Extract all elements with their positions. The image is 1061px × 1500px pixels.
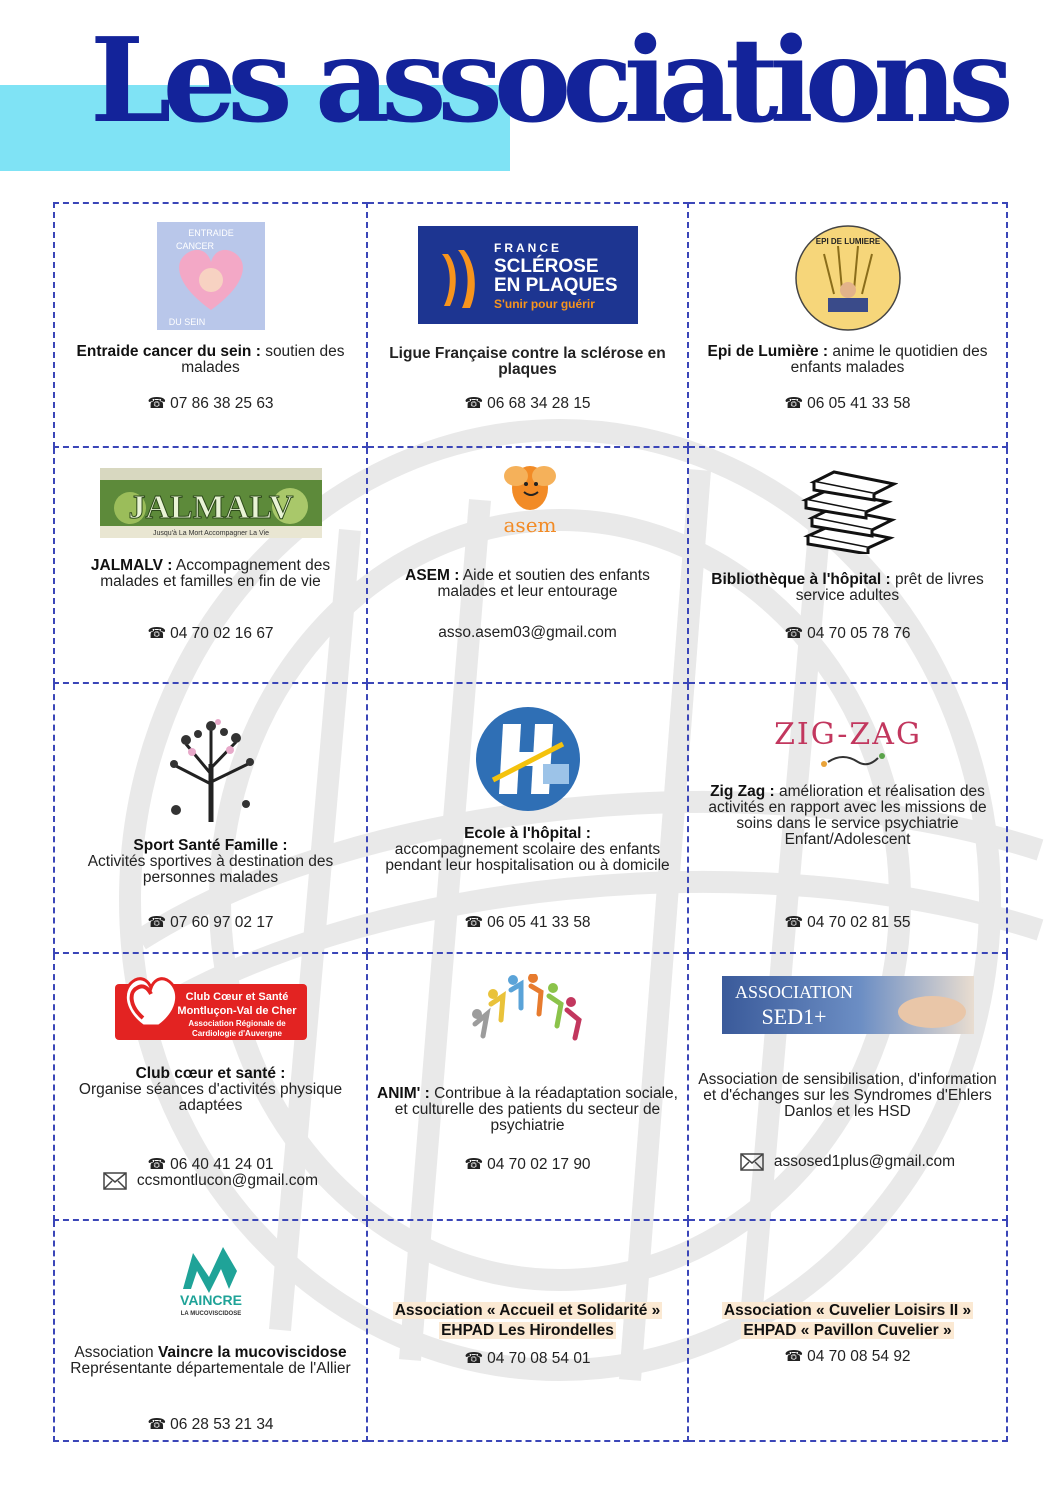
sclerose-logo-text-2: SCLÉROSE: [493, 256, 599, 277]
sport-sante-text: Activités sportives à destination des personnes malades: [87, 853, 334, 886]
cell-asem: [368, 448, 689, 684]
cuvelier-loisirs-name-1: Association « Cuvelier Loisirs II »: [723, 1302, 972, 1319]
club-coeur-phone-number: 06 40 41 24 01: [170, 1156, 274, 1173]
cell-entraide-cancer: [53, 202, 368, 448]
phone-icon: ☎: [147, 625, 167, 642]
zig-zag-phone: [689, 913, 1006, 932]
entraide-phone: [55, 394, 366, 413]
epi-logo-text: EPI DE LUMIERE: [815, 237, 880, 246]
accueil-solidarite-description: [393, 1301, 663, 1341]
phone-icon: ☎: [464, 914, 484, 931]
sclerose-logo-text-4: S'unir pour guérir: [493, 297, 595, 311]
jalmalv-logo: [100, 468, 322, 538]
phone-icon: ☎: [784, 395, 804, 412]
bibliotheque-phone-number: 04 70 05 78 76: [807, 625, 911, 642]
bibliotheque-description: [697, 572, 998, 604]
jalmalv-logo-text: JALMALV: [128, 489, 293, 526]
accueil-solidarite-name-1: Association « Accueil et Solidarité »: [394, 1302, 661, 1319]
epi-phone: [689, 394, 1006, 413]
cell-anim: [368, 954, 689, 1221]
club-logo-text-3: Association Régionale de: [187, 1019, 286, 1028]
jalmalv-name: JALMALV :: [90, 557, 173, 574]
epi-name: Epi de Lumière :: [707, 343, 829, 360]
club-logo-text-1: Club Cœur et Santé: [185, 991, 288, 1003]
asem-email[interactable]: asso.asem03@gmail.com: [438, 624, 617, 641]
jalmalv-phone-number: 04 70 02 16 67: [170, 625, 274, 642]
tree-family-icon: [156, 704, 266, 824]
entraide-logo-text-1: ENTRAIDE: [187, 228, 234, 238]
cell-cuvelier-loisirs: [689, 1221, 1008, 1442]
cuvelier-loisirs-phone-number: 04 70 08 54 92: [807, 1348, 911, 1365]
sclerose-plaques-logo: [418, 226, 638, 324]
cuvelier-loisirs-description: [722, 1301, 973, 1341]
accueil-solidarite-name-2: EHPAD Les Hirondelles: [441, 1322, 614, 1339]
bibliotheque-phone: [689, 624, 1006, 643]
accueil-solidarite-phone: [368, 1349, 687, 1368]
phone-icon: ☎: [464, 1350, 484, 1367]
epi-description: [697, 344, 998, 376]
sport-sante-phone-number: 07 60 97 02 17: [170, 914, 274, 931]
anim-name: ANIM' :: [377, 1085, 430, 1102]
ecole-hopital-logo: [473, 704, 583, 814]
epi-phone-number: 06 05 41 33 58: [807, 395, 911, 412]
club-coeur-name: Club cœur et santé :: [135, 1065, 286, 1082]
ecole-hopital-description: [376, 826, 679, 874]
phone-icon: ☎: [147, 914, 167, 931]
club-coeur-email-row: [55, 1172, 366, 1190]
jalmalv-description: [63, 558, 358, 590]
bibliotheque-text: prêt de livres service adultes: [795, 571, 984, 604]
cell-ecole-hopital: [368, 684, 689, 954]
club-logo-text-2: Montluçon-Val de Cher: [176, 1005, 297, 1017]
sed1plus-description: Association de sensibilisation, d'information et d'échanges sur les Syndromes d'Ehlers Danlos et les HSD: [698, 1071, 997, 1120]
sport-sante-name: Sport Santé Famille :: [133, 837, 288, 854]
cuvelier-loisirs-phone: [689, 1347, 1006, 1366]
accueil-solidarite-phone-number: 04 70 08 54 01: [487, 1350, 591, 1367]
jalmalv-text: Accompagnement des malades et familles en fin de vie: [100, 557, 331, 590]
cell-accueil-solidarite: [368, 1221, 689, 1442]
entraide-logo-text-2: CANCER: [175, 241, 214, 251]
sclerose-phone: [368, 394, 687, 413]
zig-zag-logo-text: ZIG-ZAG: [773, 717, 922, 752]
books-stack-icon: [798, 466, 898, 554]
cell-bibliotheque: [689, 448, 1008, 684]
sclerose-logo-text-3: EN PLAQUES: [493, 275, 618, 296]
phone-icon: ☎: [147, 1416, 167, 1433]
page-title: Les associations: [90, 13, 1005, 149]
cell-vaincre-mucoviscidose: [53, 1221, 368, 1442]
epi-de-lumiere-logo: [794, 224, 902, 332]
vaincre-phone-number: 06 28 53 21 34: [170, 1416, 274, 1433]
cell-sport-sante: [53, 684, 368, 954]
epi-text: anime le quotidien des enfants malades: [790, 343, 988, 376]
vaincre-logo-text-1: VAINCRE: [179, 1292, 242, 1308]
club-coeur-sante-logo: [115, 966, 307, 1040]
associations-grid: [53, 202, 1008, 1442]
entraide-name: Entraide cancer du sein :: [76, 343, 261, 360]
vaincre-phone: [55, 1415, 366, 1434]
cell-club-coeur-sante: [53, 954, 368, 1221]
envelope-icon: [740, 1153, 764, 1171]
club-coeur-text: Organise séances d'activités physique adaptées: [78, 1081, 343, 1114]
zig-zag-text: amélioration et réalisation des activités en rapport avec les missions de soins dans le service psychiatrie Enfant/Adolescent: [708, 783, 987, 848]
anim-description: [376, 1086, 679, 1134]
sed1plus-email[interactable]: assosed1plus@gmail.com: [773, 1153, 956, 1170]
ecole-hopital-text: accompagnement scolaire des enfants pendant leur hospitalisation ou à domicile: [385, 841, 670, 874]
sclerose-phone-number: 06 68 34 28 15: [487, 395, 591, 412]
entraide-description: [63, 344, 358, 376]
cell-epi-de-lumiere: [689, 202, 1008, 448]
anim-people-icon: [463, 974, 593, 1046]
phone-icon: ☎: [464, 1156, 484, 1173]
cell-sed1plus: [689, 954, 1008, 1221]
ecole-hopital-phone: [368, 913, 687, 932]
vaincre-text: Représentante départementale de l'Allier: [70, 1360, 351, 1377]
phone-icon: ☎: [784, 625, 804, 642]
asem-name: ASEM :: [405, 567, 460, 584]
anim-phone: [368, 1155, 687, 1174]
phone-icon: ☎: [464, 395, 484, 412]
club-logo-text-4: Cardiologie d'Auvergne: [191, 1029, 282, 1038]
vaincre-name: Vaincre la mucoviscidose: [157, 1344, 347, 1361]
entraide-phone-number: 07 86 38 25 63: [170, 395, 274, 412]
envelope-icon: [103, 1172, 127, 1190]
sport-sante-phone: [55, 913, 366, 932]
phone-icon: ☎: [147, 395, 167, 412]
ecole-hopital-name: Ecole à l'hôpital :: [464, 825, 591, 842]
asem-logo-text: asem: [503, 513, 556, 537]
vaincre-prefix: Association: [74, 1344, 154, 1361]
cell-jalmalv: [53, 448, 368, 684]
asem-description: [376, 568, 679, 600]
sport-sante-description: [63, 838, 358, 886]
jalmalv-logo-tagline: Jusqu'à La Mort Accompagner La Vie: [152, 530, 269, 537]
sed-logo-text-1: ASSOCIATION: [734, 982, 853, 1002]
zig-zag-description: [697, 784, 998, 848]
entraide-cancer-logo: [157, 222, 265, 330]
sclerose-logo-text-1: FRANCE: [493, 241, 562, 255]
zig-zag-phone-number: 04 70 02 81 55: [807, 914, 911, 931]
club-coeur-email[interactable]: ccsmontlucon@gmail.com: [136, 1172, 319, 1189]
asem-logo: [486, 458, 570, 558]
cell-sclerose-plaques: [368, 202, 689, 448]
phone-icon: ☎: [784, 1348, 804, 1365]
club-coeur-description: [63, 1066, 358, 1114]
vaincre-mucoviscidose-logo: [171, 1241, 251, 1319]
vaincre-logo-text-2: LA MUCOVISCIDOSE: [180, 1311, 241, 1317]
bibliotheque-name: Bibliothèque à l'hôpital :: [711, 571, 891, 588]
sed1plus-logo: [722, 976, 974, 1034]
zig-zag-name: Zig Zag :: [710, 783, 775, 800]
sclerose-description: Ligue Française contre la sclérose en plaques: [389, 345, 666, 378]
entraide-logo-text-3: DU SEIN: [168, 317, 205, 327]
jalmalv-phone: [55, 624, 366, 643]
asem-text: Aide et soutien des enfants malades et leur entourage: [437, 567, 650, 600]
phone-icon: ☎: [784, 914, 804, 931]
anim-text: Contribue à la réadaptation sociale, et culturelle des patients du secteur de psychiatrie: [394, 1085, 678, 1134]
vaincre-description: [70, 1345, 350, 1377]
cell-zig-zag: [689, 684, 1008, 954]
anim-phone-number: 04 70 02 17 90: [487, 1156, 591, 1173]
sed-logo-text-2: SED1+: [761, 1004, 826, 1029]
cuvelier-loisirs-name-2: EHPAD « Pavillon Cuvelier »: [743, 1322, 952, 1339]
entraide-text: soutien des malades: [181, 343, 345, 376]
ecole-hopital-phone-number: 06 05 41 33 58: [487, 914, 591, 931]
zig-zag-logo: [768, 704, 928, 776]
sed1plus-email-row: [689, 1153, 1006, 1171]
phone-icon: ☎: [147, 1156, 167, 1173]
